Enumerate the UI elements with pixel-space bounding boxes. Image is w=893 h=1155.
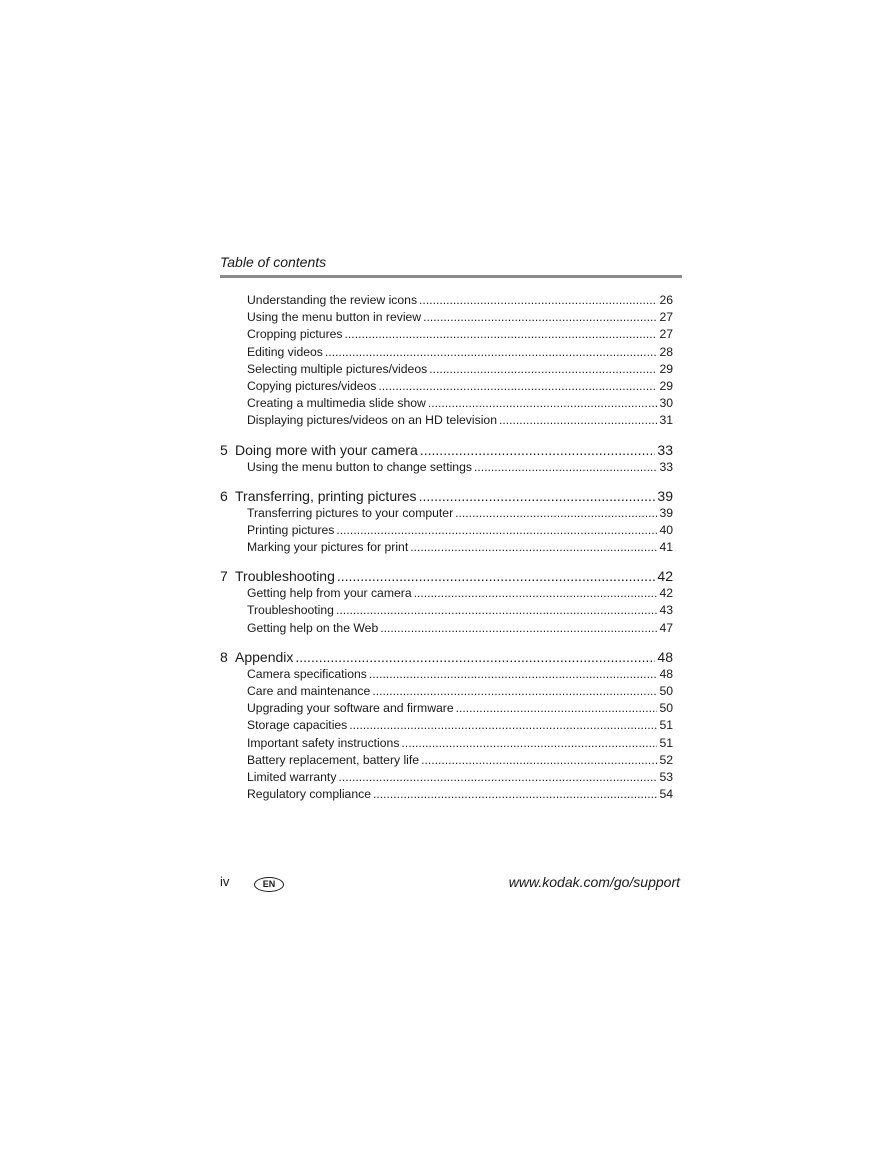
dot-leader	[456, 700, 657, 717]
toc-entry-page: 26	[659, 293, 673, 307]
toc-entry[interactable]	[220, 361, 673, 378]
toc-chapter-page: 42	[657, 568, 673, 585]
toc-entry-page: 50	[659, 701, 673, 716]
dot-leader	[474, 459, 657, 476]
toc-entry[interactable]	[220, 602, 673, 619]
section-gap	[220, 476, 673, 487]
toc-entry-label: Copying pictures/videos	[247, 378, 377, 393]
toc-entry[interactable]	[220, 735, 673, 752]
toc-entry-label: Editing videos	[247, 344, 323, 359]
dot-leader	[401, 735, 657, 752]
dot-leader	[419, 292, 657, 309]
toc-entry-page: 53	[659, 769, 673, 784]
toc-entry-label: Cropping pictures	[247, 327, 343, 342]
toc-entry-page: 51	[659, 718, 673, 733]
chapter-title: Troubleshooting	[235, 568, 335, 585]
dot-leader	[338, 769, 657, 786]
toc-chapter-page: 39	[657, 487, 673, 504]
toc-chapter[interactable]	[220, 567, 673, 585]
toc-entry-page: 29	[659, 361, 673, 376]
chapter-title: Transferring, printing pictures	[235, 487, 417, 504]
toc-entry-page: 27	[659, 327, 673, 342]
toc-chapter[interactable]	[220, 487, 673, 505]
toc-entry-label: Transferring pictures to your computer	[247, 505, 454, 520]
toc-entry-page: 33	[659, 459, 673, 474]
footer-page-number: iv	[220, 874, 230, 889]
toc-entry-page: 30	[659, 396, 673, 411]
dot-leader	[336, 522, 657, 539]
toc-entry-label: Using the menu button to change settings	[247, 459, 472, 474]
language-badge-icon: EN	[254, 877, 284, 892]
dot-leader	[325, 344, 657, 361]
toc-entry[interactable]	[220, 326, 673, 343]
toc-entry[interactable]	[220, 378, 673, 395]
toc-entry-label: Creating a multimedia slide show	[247, 396, 426, 411]
chapter-number: 5	[220, 441, 228, 458]
dot-leader	[455, 505, 657, 522]
toc-entry-label: Battery replacement, battery life	[247, 752, 420, 767]
toc-entry-label: Troubleshooting	[247, 603, 334, 618]
dot-leader	[428, 395, 657, 412]
toc-chapter-page: 48	[657, 648, 673, 665]
toc-entry[interactable]	[220, 309, 673, 326]
toc-entry-label: Marking your pictures for print	[247, 540, 409, 555]
toc-entry-page: 28	[659, 344, 673, 359]
toc-entry[interactable]	[220, 395, 673, 412]
toc-entry[interactable]	[220, 585, 673, 602]
toc-entry-label: Displaying pictures/videos on an HD television	[247, 413, 497, 428]
toc-entry-page: 50	[659, 684, 673, 698]
toc-entry[interactable]	[220, 786, 673, 803]
toc-entry-page: 31	[659, 413, 673, 428]
dot-leader	[378, 378, 657, 395]
dot-leader	[421, 752, 657, 769]
dot-leader	[380, 620, 657, 637]
toc-entry[interactable]	[220, 344, 673, 361]
toc-entry-page: 54	[659, 787, 673, 802]
toc-chapter[interactable]	[220, 648, 673, 666]
section-gap	[220, 430, 673, 441]
toc-entry[interactable]	[220, 459, 673, 476]
dot-leader	[349, 717, 657, 734]
toc-entry-page: 29	[659, 378, 673, 393]
dot-leader	[423, 309, 657, 326]
toc-entry-page: 41	[659, 540, 673, 555]
toc-entry-page: 48	[659, 666, 673, 681]
toc-entry[interactable]	[220, 700, 673, 717]
dot-leader	[410, 539, 657, 556]
toc-entry[interactable]	[220, 717, 673, 734]
toc-entry[interactable]	[220, 683, 673, 700]
toc-entry-label: Important safety instructions	[247, 735, 400, 750]
toc-chapter-label	[220, 487, 417, 505]
dot-leader	[414, 585, 657, 602]
toc-entry[interactable]	[220, 769, 673, 786]
toc-entry-label: Printing pictures	[247, 522, 335, 537]
toc-chapter-label	[220, 567, 335, 585]
chapter-title: Doing more with your camera	[235, 441, 418, 458]
toc-entry-label: Storage capacities	[247, 718, 348, 733]
dot-leader	[419, 487, 656, 505]
table-of-contents	[220, 292, 673, 803]
chapter-number: 6	[220, 487, 228, 504]
toc-entry-page: 42	[659, 586, 673, 601]
support-url[interactable]: www.kodak.com/go/support	[508, 874, 680, 890]
toc-entry-label: Getting help from your camera	[247, 586, 412, 601]
chapter-title: Appendix	[235, 648, 294, 665]
dot-leader	[499, 412, 657, 429]
toc-entry-label: Care and maintenance	[247, 684, 371, 698]
page-title: Table of contents	[220, 254, 327, 270]
toc-entry-page: 39	[659, 505, 673, 520]
toc-entry-label: Camera specifications	[247, 666, 367, 681]
toc-entry[interactable]	[220, 620, 673, 637]
dot-leader	[429, 361, 657, 378]
toc-chapter-label	[220, 441, 418, 459]
toc-entry-label: Using the menu button in review	[247, 310, 422, 325]
dot-leader	[295, 648, 655, 666]
toc-entry[interactable]	[220, 292, 673, 309]
toc-chapter-page: 33	[657, 441, 673, 458]
toc-chapter-label	[220, 648, 293, 666]
dot-leader	[373, 786, 657, 803]
toc-entry-label: Limited warranty	[247, 769, 337, 784]
toc-entry-page: 27	[659, 310, 673, 325]
toc-entry-label: Regulatory compliance	[247, 787, 371, 802]
dot-leader	[336, 602, 657, 619]
toc-entry-page: 52	[659, 752, 673, 767]
header-divider	[220, 275, 682, 278]
toc-entry[interactable]	[220, 752, 673, 769]
toc-entry[interactable]	[220, 412, 673, 429]
dot-leader	[337, 567, 656, 585]
dot-leader	[372, 683, 657, 700]
toc-entry-page: 43	[659, 603, 673, 618]
page-footer	[220, 872, 680, 894]
toc-entry[interactable]	[220, 522, 673, 539]
dot-leader	[420, 441, 656, 459]
toc-entry[interactable]	[220, 505, 673, 522]
section-gap	[220, 637, 673, 648]
toc-entry-label: Understanding the review icons	[247, 293, 418, 307]
toc-entry[interactable]	[220, 666, 673, 683]
chapter-number: 7	[220, 568, 228, 585]
chapter-number: 8	[220, 648, 228, 665]
toc-entry-label: Getting help on the Web	[247, 620, 379, 635]
toc-entry-page: 40	[659, 522, 673, 537]
section-gap	[220, 556, 673, 567]
toc-entry[interactable]	[220, 539, 673, 556]
dot-leader	[369, 666, 657, 683]
toc-chapter[interactable]	[220, 441, 673, 459]
toc-entry-page: 51	[659, 735, 673, 750]
toc-entry-page: 47	[659, 620, 673, 635]
toc-entry-label: Upgrading your software and firmware	[247, 701, 454, 716]
page-header	[220, 253, 682, 278]
dot-leader	[345, 326, 657, 343]
toc-entry-label: Selecting multiple pictures/videos	[247, 361, 428, 376]
